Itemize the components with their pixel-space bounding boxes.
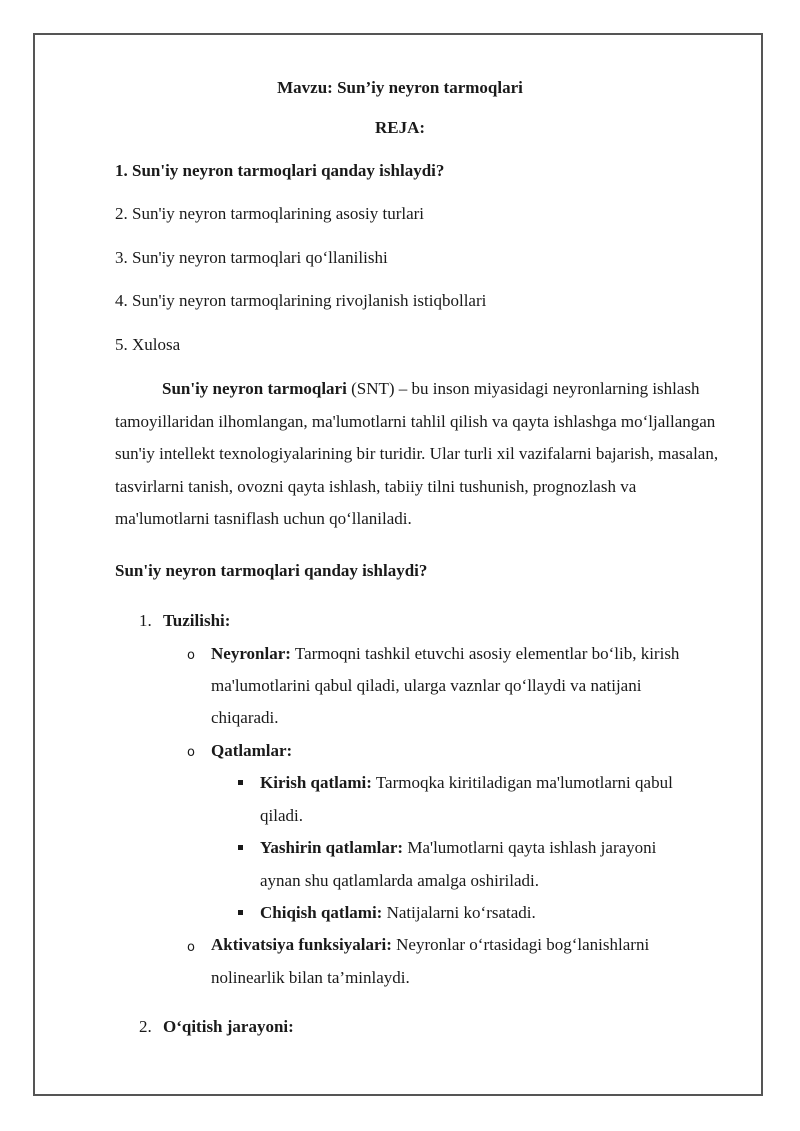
neyronlar-line-2: ma'lumotlarini qabul qiladi, ularga vaznlar qo‘llaydi va natijani xyxy=(211,676,642,695)
aktivatsiya-label: Aktivatsiya funksiyalari: xyxy=(211,935,392,954)
square-bullet-kirish xyxy=(238,780,243,785)
sub-bullet-neyronlar: o xyxy=(187,648,195,663)
plan-item-4: 4. Sun'iy neyron tarmoqlarining rivojlanish istiqbollari xyxy=(115,291,487,310)
list-item-2-number: 2. xyxy=(139,1017,152,1036)
section-heading: Sun'iy neyron tarmoqlari qanday ishlaydi? xyxy=(115,561,428,580)
plan-heading: REJA: xyxy=(374,118,426,137)
plan-item-2: 2. Sun'iy neyron tarmoqlarining asosiy turlari xyxy=(115,204,425,223)
kirish-line-1 xyxy=(260,772,673,794)
kirish-line-2: qiladi. xyxy=(260,806,303,825)
neyronlar-line-1 xyxy=(211,643,679,665)
neyronlar-line-3: chiqaradi. xyxy=(211,708,279,727)
list-item-1-number: 1. xyxy=(139,611,152,630)
intro-paragraph xyxy=(115,373,735,536)
sub-bullet-qatlamlar: o xyxy=(187,745,195,760)
chiqish-text: Natijalarni ko‘rsatadi. xyxy=(382,903,536,922)
yashirin-label: Yashirin qatlamlar: xyxy=(260,838,404,857)
chiqish-line xyxy=(260,902,536,924)
qatlamlar-label: Qatlamlar: xyxy=(211,741,293,760)
list-item-2-label: O‘qitish jarayoni: xyxy=(163,1017,294,1036)
yashirin-line-1 xyxy=(260,837,656,859)
aktivatsiya-line-2: nolinearlik bilan ta’minlaydi. xyxy=(211,968,410,987)
square-bullet-chiqish xyxy=(238,910,243,915)
sub-bullet-aktivatsiya: o xyxy=(187,940,195,955)
neyronlar-text-1: Tarmoqni tashkil etuvchi asosiy elementlar bo‘lib, kirish xyxy=(290,644,680,663)
kirish-label: Kirish qatlami: xyxy=(260,773,372,792)
aktivatsiya-line-1 xyxy=(211,934,649,956)
plan-item-3: 3. Sun'iy neyron tarmoqlari qo‘llanilishi xyxy=(115,248,388,267)
intro-bold-term: Sun'iy neyron tarmoqlari xyxy=(162,379,347,398)
square-bullet-yashirin xyxy=(238,845,243,850)
aktivatsiya-text-1: Neyronlar o‘rtasidagi bog‘lanishlarni xyxy=(391,935,650,954)
yashirin-line-2: aynan shu qatlamlarda amalga oshiriladi. xyxy=(260,871,539,890)
intro-text: (SNT) – bu inson miyasidagi neyronlarning ishlash tamoyillaridan ilhomlangan, ma'lumotlarni tahlil qilish va qayta ishlashga mo‘ljallangan sun'iy intellekt texnologiyalarining bir turidir. Ular turli xil vazifalarni bajarish, masalan, tasvirlarni tanish, ovozni qayta ishlash, tabiiy tilni tushunish, prognozlash va ma'lumotlarni tasniflash uchun qo‘llaniladi. xyxy=(115,379,719,529)
yashirin-text-1: Ma'lumotlarni qayta ishlash jarayoni xyxy=(403,838,657,857)
kirish-text-1: Tarmoqka kiritiladigan ma'lumotlarni qabul xyxy=(371,773,673,792)
plan-item-5: 5. Xulosa xyxy=(115,335,181,354)
list-item-1-label: Tuzilishi: xyxy=(163,611,231,630)
plan-item-1: 1. Sun'iy neyron tarmoqlari qanday ishlaydi? xyxy=(115,161,445,180)
document-title: Mavzu: Sun’iy neyron tarmoqlari xyxy=(277,78,523,97)
neyronlar-label: Neyronlar: xyxy=(211,644,291,663)
chiqish-label: Chiqish qatlami: xyxy=(260,903,383,922)
